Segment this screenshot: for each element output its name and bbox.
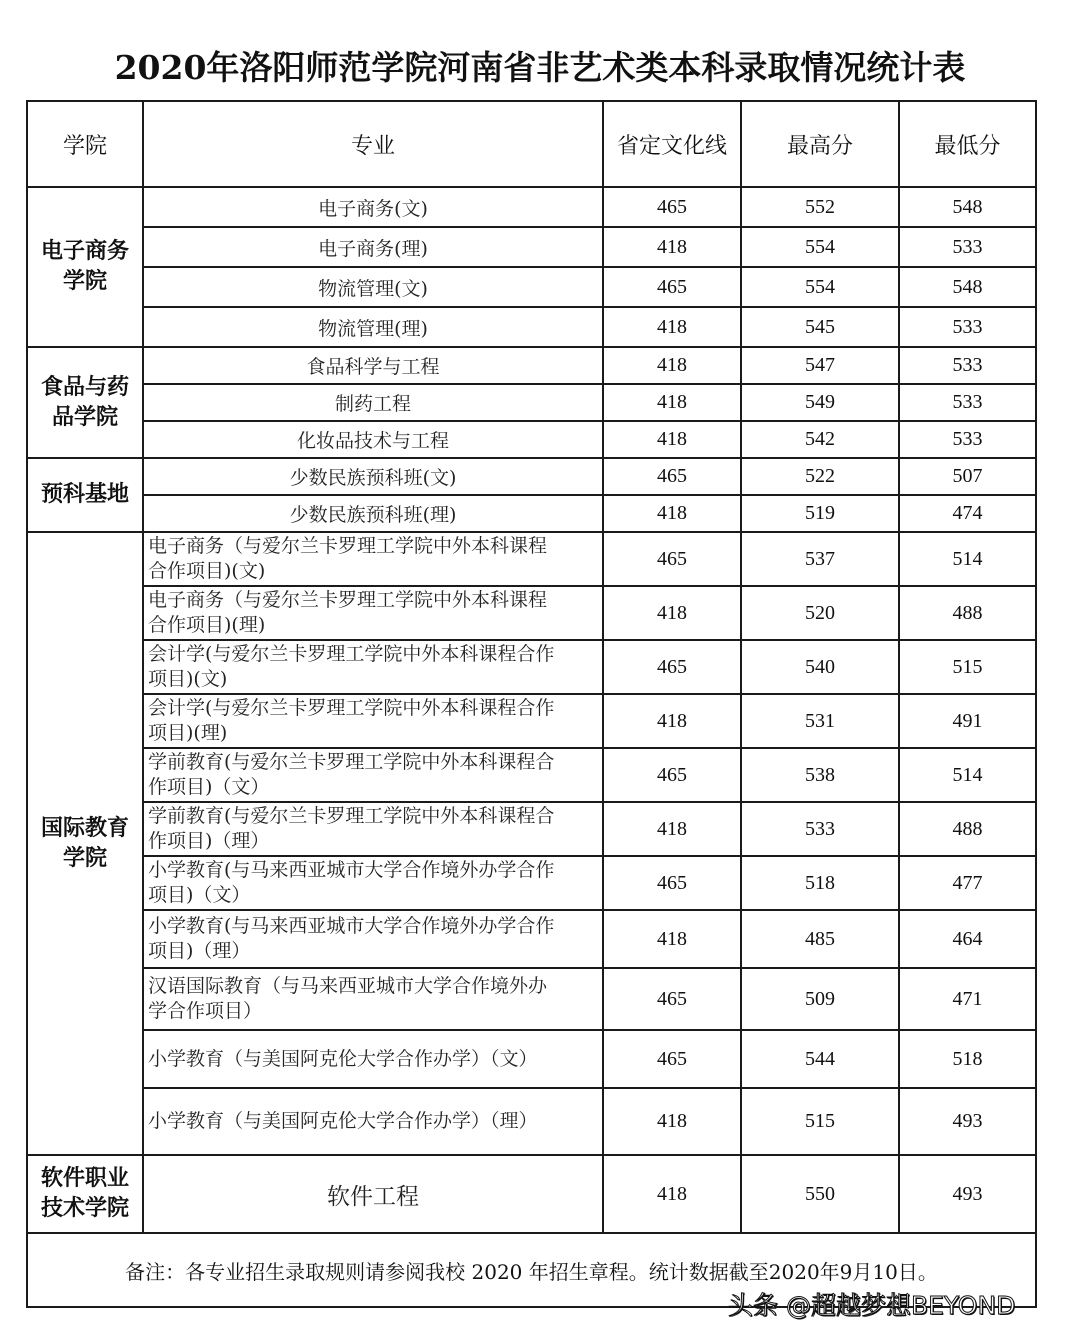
major-line: 项目)（文）	[148, 884, 251, 906]
table-row	[27, 267, 1036, 307]
major-line: 作项目)（理）	[148, 830, 270, 852]
college-label-line: 国际教育	[40, 815, 129, 841]
min-score-cell: 477	[899, 856, 1036, 910]
min-score-cell: 507	[899, 458, 1036, 495]
control-line-cell: 418	[603, 1155, 741, 1233]
table-row	[27, 1030, 1036, 1088]
table-row	[27, 307, 1036, 347]
max-score-cell: 515	[741, 1088, 899, 1155]
min-score-cell: 533	[899, 421, 1036, 458]
table-row	[27, 910, 1036, 968]
control-line-cell: 465	[603, 267, 741, 307]
header-college: 学院	[27, 101, 143, 187]
major-cell: 少数民族预科班(理)	[143, 495, 603, 532]
major-cell: 电子商务(文)	[143, 187, 603, 227]
table-row	[27, 227, 1036, 267]
table-row	[27, 421, 1036, 458]
max-score-cell: 538	[741, 748, 899, 802]
major-cell: 物流管理(文)	[143, 267, 603, 307]
major-cell: 软件工程	[143, 1155, 603, 1233]
college-label-line: 电子商务	[40, 239, 129, 264]
control-line-cell: 418	[603, 307, 741, 347]
note-text: 备注：各专业招生录取规则请参阅我校 2020 年招生章程。统计数据截至2020年9月10日。	[27, 1233, 1036, 1307]
max-score-cell: 519	[741, 495, 899, 532]
control-line-cell: 418	[603, 495, 741, 532]
min-score-cell: 533	[899, 307, 1036, 347]
college-label-line: 技术学院	[40, 1196, 129, 1221]
major-cell	[143, 694, 603, 748]
admission-stats-table	[26, 100, 1037, 1308]
table-row	[27, 1088, 1036, 1155]
college-label-line: 学院	[62, 269, 107, 294]
min-score-cell: 493	[899, 1088, 1036, 1155]
major-line: 合作项目)(文)	[148, 560, 266, 582]
table-row	[27, 1155, 1036, 1233]
table-row	[27, 802, 1036, 856]
min-score-cell: 533	[899, 227, 1036, 267]
control-line-cell: 465	[603, 968, 741, 1030]
max-score-cell: 540	[741, 640, 899, 694]
header-row	[27, 101, 1036, 187]
major-cell	[143, 532, 603, 586]
control-line-cell: 465	[603, 1030, 741, 1088]
table-row	[27, 968, 1036, 1030]
max-score-cell: 552	[741, 187, 899, 227]
table-row	[27, 748, 1036, 802]
max-score-cell: 509	[741, 968, 899, 1030]
major-cell	[143, 640, 603, 694]
major-cell: 物流管理(理)	[143, 307, 603, 347]
major-line: 小学教育(与马来西亚城市大学合作境外办学合作	[148, 859, 555, 881]
college-label-line: 软件职业	[40, 1166, 129, 1191]
major-line: 电子商务（与爱尔兰卡罗理工学院中外本科课程	[148, 589, 548, 611]
control-line-cell: 465	[603, 640, 741, 694]
header-min-score: 最低分	[899, 101, 1036, 187]
control-line-cell: 418	[603, 586, 741, 640]
min-score-cell: 474	[899, 495, 1036, 532]
major-cell: 化妆品技术与工程	[143, 421, 603, 458]
min-score-cell: 533	[899, 384, 1036, 421]
college-cell	[27, 532, 143, 1155]
major-line: 会计学(与爱尔兰卡罗理工学院中外本科课程合作	[148, 643, 555, 665]
table-row	[27, 532, 1036, 586]
control-line-cell: 418	[603, 1088, 741, 1155]
major-cell	[143, 968, 603, 1030]
college-cell	[27, 1155, 143, 1233]
major-cell	[143, 910, 603, 968]
min-score-cell: 515	[899, 640, 1036, 694]
control-line-cell: 465	[603, 748, 741, 802]
page-title: 2020年洛阳师范学院河南省非艺术类本科录取情况统计表	[114, 48, 966, 87]
major-cell: 食品科学与工程	[143, 347, 603, 384]
min-score-cell: 464	[899, 910, 1036, 968]
major-cell	[143, 856, 603, 910]
major-line: 会计学(与爱尔兰卡罗理工学院中外本科课程合作	[148, 697, 555, 719]
max-score-cell: 542	[741, 421, 899, 458]
control-line-cell: 465	[603, 458, 741, 495]
max-score-cell: 518	[741, 856, 899, 910]
max-score-cell: 485	[741, 910, 899, 968]
major-line: 合作项目)(理)	[148, 614, 266, 636]
control-line-cell: 418	[603, 421, 741, 458]
major-line: 项目)（理）	[148, 940, 251, 962]
header-major: 专业	[143, 101, 603, 187]
college-label-line: 食品与药	[40, 374, 129, 400]
min-score-cell: 471	[899, 968, 1036, 1030]
college-cell	[27, 187, 143, 347]
major-cell: 少数民族预科班(文)	[143, 458, 603, 495]
min-score-cell: 488	[899, 802, 1036, 856]
major-line: 项目)(文)	[148, 668, 228, 690]
max-score-cell: 547	[741, 347, 899, 384]
max-score-cell: 545	[741, 307, 899, 347]
major-cell	[143, 1088, 603, 1155]
college-cell	[27, 458, 143, 532]
table-row	[27, 384, 1036, 421]
control-line-cell: 418	[603, 384, 741, 421]
college-cell	[27, 347, 143, 458]
watermark: 头条 @超越梦想BEYOND	[728, 1291, 1016, 1320]
table-row	[27, 187, 1036, 227]
major-line: 汉语国际教育（与马来西亚城市大学合作境外办	[148, 975, 548, 997]
header-control-line: 省定文化线	[603, 101, 741, 187]
control-line-cell: 418	[603, 694, 741, 748]
major-line: 小学教育（与美国阿克伦大学合作办学）（理）	[148, 1110, 538, 1132]
max-score-cell: 544	[741, 1030, 899, 1088]
max-score-cell: 531	[741, 694, 899, 748]
table-row	[27, 458, 1036, 495]
major-line: 项目)(理)	[148, 722, 228, 744]
major-line: 作项目)（文）	[148, 776, 270, 798]
major-cell	[143, 802, 603, 856]
max-score-cell: 520	[741, 586, 899, 640]
max-score-cell: 533	[741, 802, 899, 856]
table-row	[27, 495, 1036, 532]
table-row	[27, 347, 1036, 384]
table-row	[27, 586, 1036, 640]
min-score-cell: 488	[899, 586, 1036, 640]
control-line-cell: 465	[603, 187, 741, 227]
min-score-cell: 548	[899, 187, 1036, 227]
major-cell: 电子商务(理)	[143, 227, 603, 267]
control-line-cell: 465	[603, 532, 741, 586]
control-line-cell: 418	[603, 910, 741, 968]
major-cell: 制药工程	[143, 384, 603, 421]
max-score-cell: 522	[741, 458, 899, 495]
min-score-cell: 514	[899, 748, 1036, 802]
table-row	[27, 694, 1036, 748]
header-max-score: 最高分	[741, 101, 899, 187]
major-cell	[143, 586, 603, 640]
max-score-cell: 549	[741, 384, 899, 421]
major-cell	[143, 748, 603, 802]
max-score-cell: 537	[741, 532, 899, 586]
table-row	[27, 640, 1036, 694]
min-score-cell: 533	[899, 347, 1036, 384]
max-score-cell: 554	[741, 227, 899, 267]
major-line: 学前教育(与爱尔兰卡罗理工学院中外本科课程合	[148, 751, 555, 773]
min-score-cell: 548	[899, 267, 1036, 307]
major-line: 学前教育(与爱尔兰卡罗理工学院中外本科课程合	[148, 805, 555, 827]
control-line-cell: 418	[603, 227, 741, 267]
major-line: 电子商务（与爱尔兰卡罗理工学院中外本科课程	[148, 535, 548, 557]
college-label-line: 品学院	[51, 404, 118, 430]
major-cell	[143, 1030, 603, 1088]
min-score-cell: 491	[899, 694, 1036, 748]
table-row	[27, 856, 1036, 910]
min-score-cell: 518	[899, 1030, 1036, 1088]
min-score-cell: 514	[899, 532, 1036, 586]
control-line-cell: 418	[603, 347, 741, 384]
college-label-line: 预科基地	[40, 482, 129, 507]
control-line-cell: 465	[603, 856, 741, 910]
control-line-cell: 418	[603, 802, 741, 856]
college-label-line: 学院	[62, 845, 107, 871]
major-line: 小学教育（与美国阿克伦大学合作办学）（文）	[148, 1047, 538, 1070]
min-score-cell: 493	[899, 1155, 1036, 1233]
major-line: 学合作项目）	[148, 1000, 263, 1022]
max-score-cell: 554	[741, 267, 899, 307]
major-line: 小学教育(与马来西亚城市大学合作境外办学合作	[148, 915, 555, 937]
max-score-cell: 550	[741, 1155, 899, 1233]
